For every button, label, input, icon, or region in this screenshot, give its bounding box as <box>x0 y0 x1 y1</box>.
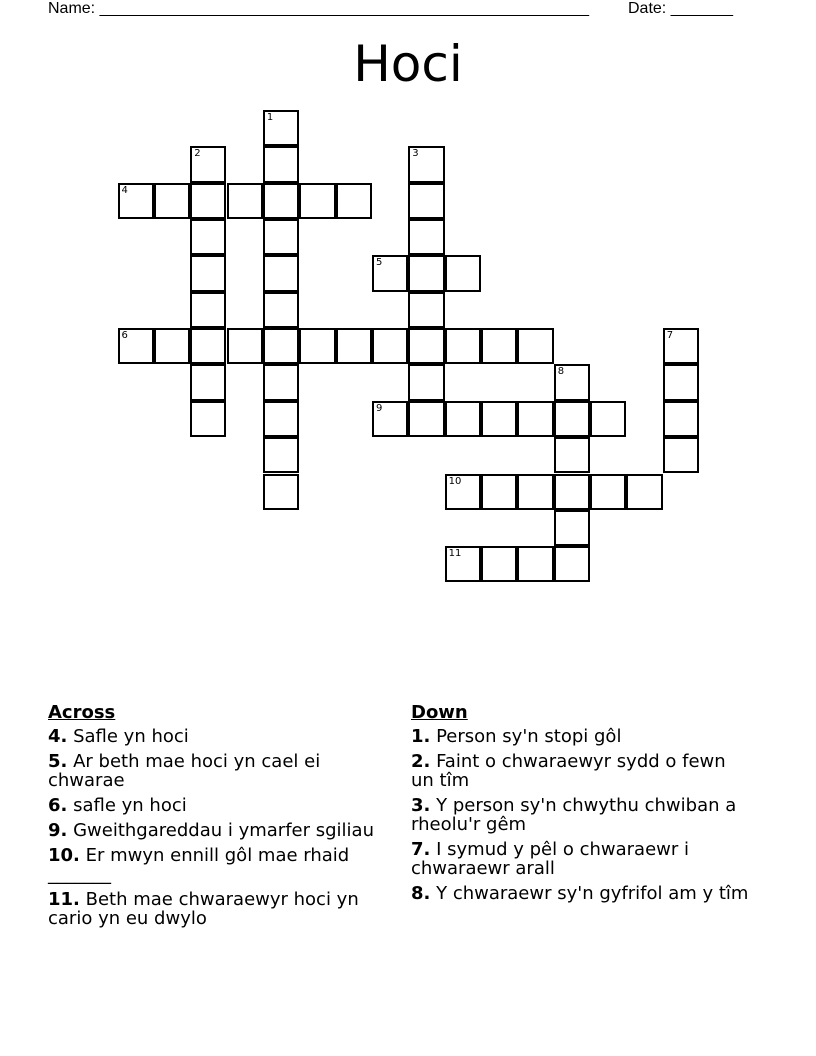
grid-cell[interactable] <box>227 183 263 219</box>
grid-cell[interactable] <box>263 292 299 328</box>
grid-cell[interactable] <box>663 437 699 473</box>
down-clues <box>411 702 751 909</box>
grid-cell[interactable] <box>626 474 662 510</box>
clue-number-label: 4. <box>48 726 68 747</box>
across-clue <box>48 890 388 928</box>
down-clue <box>411 727 751 746</box>
grid-cell[interactable] <box>190 146 226 182</box>
grid-cell[interactable] <box>263 364 299 400</box>
across-clue <box>48 821 388 840</box>
grid-cell[interactable] <box>299 328 335 364</box>
grid-cell[interactable] <box>481 328 517 364</box>
clue-text: Y person sy'n chwythu chwiban a rheolu'r gêm <box>411 795 737 835</box>
down-clue-list <box>411 727 751 903</box>
clue-number-label: 10. <box>48 845 80 866</box>
grid-cell[interactable] <box>517 474 553 510</box>
grid-cell[interactable] <box>663 328 699 364</box>
grid-cell[interactable] <box>445 328 481 364</box>
grid-cell[interactable] <box>408 401 444 437</box>
clue-text: Ar beth mae hoci yn cael ei chwarae <box>48 751 321 791</box>
grid-cell[interactable] <box>554 401 590 437</box>
grid-cell[interactable] <box>445 401 481 437</box>
clue-text: Gweithgareddau i ymarfer sgiliau <box>67 820 374 841</box>
clue-number-label: 2. <box>411 751 431 772</box>
grid-cell[interactable] <box>481 474 517 510</box>
clue-number-label: 8. <box>411 883 431 904</box>
across-clue <box>48 727 388 746</box>
grid-cell[interactable] <box>263 219 299 255</box>
clue-number: 10 <box>448 475 462 487</box>
down-heading: Down <box>411 702 468 723</box>
grid-cell[interactable] <box>445 546 481 582</box>
grid-cell[interactable] <box>408 364 444 400</box>
clue-number-label: 11. <box>48 889 80 910</box>
grid-cell[interactable] <box>663 401 699 437</box>
clue-text: Beth mae chwaraewyr hoci yn cario yn eu dwylo <box>48 889 359 929</box>
clue-number: 6 <box>121 330 128 342</box>
grid-cell[interactable] <box>263 255 299 291</box>
grid-cell[interactable] <box>118 183 154 219</box>
grid-cell[interactable] <box>190 183 226 219</box>
down-clue <box>411 884 751 903</box>
puzzle-title: Hoci <box>353 35 463 93</box>
grid-cell[interactable] <box>227 328 263 364</box>
across-clue <box>48 796 388 815</box>
across-clue <box>48 752 388 790</box>
date-field-label: Date: _______ <box>628 0 733 17</box>
clue-number: 5 <box>375 257 383 269</box>
grid-cell[interactable] <box>263 328 299 364</box>
clue-number-label: 7. <box>411 839 431 860</box>
grid-cell[interactable] <box>154 328 190 364</box>
name-field-label: Name: _______________________________________________________ <box>48 0 589 17</box>
grid-cell[interactable] <box>408 183 444 219</box>
across-clue-list <box>48 727 388 928</box>
grid-cell[interactable] <box>263 437 299 473</box>
across-heading: Across <box>48 702 116 723</box>
clue-text: Faint o chwaraewyr sydd o fewn un tîm <box>411 751 726 791</box>
grid-cell[interactable] <box>263 474 299 510</box>
clue-text: Er mwyn ennill gôl mae rhaid _______ <box>48 845 350 885</box>
grid-cell[interactable] <box>517 546 553 582</box>
across-clue <box>48 846 388 884</box>
clue-number-label: 1. <box>411 726 431 747</box>
grid-cell[interactable] <box>408 292 444 328</box>
clue-text: Safle yn hoci <box>67 726 189 747</box>
grid-cell[interactable] <box>554 546 590 582</box>
grid-cell[interactable] <box>445 474 481 510</box>
clue-number: 4 <box>121 184 128 196</box>
across-clues <box>48 702 388 934</box>
grid-cell[interactable] <box>517 328 553 364</box>
grid-cell[interactable] <box>263 110 299 146</box>
grid-cell[interactable] <box>663 364 699 400</box>
grid-cell[interactable] <box>517 401 553 437</box>
clue-text: Person sy'n stopi gôl <box>430 726 622 747</box>
clue-number: 8 <box>557 366 565 378</box>
grid-cell[interactable] <box>408 255 444 291</box>
grid-cell[interactable] <box>408 328 444 364</box>
grid-cell[interactable] <box>372 401 408 437</box>
grid-cell[interactable] <box>372 328 408 364</box>
grid-cell[interactable] <box>590 474 626 510</box>
grid-cell[interactable] <box>481 401 517 437</box>
grid-cell[interactable] <box>336 328 372 364</box>
clue-number-label: 6. <box>48 795 68 816</box>
grid-cell[interactable] <box>263 183 299 219</box>
grid-cell[interactable] <box>263 401 299 437</box>
grid-cell[interactable] <box>263 146 299 182</box>
clue-number: 9 <box>375 402 383 414</box>
grid-cell[interactable] <box>190 328 226 364</box>
grid-cell[interactable] <box>190 364 226 400</box>
grid-cell[interactable] <box>481 546 517 582</box>
grid-cell[interactable] <box>190 292 226 328</box>
grid-cell[interactable] <box>445 255 481 291</box>
grid-cell[interactable] <box>590 401 626 437</box>
down-clue <box>411 840 751 878</box>
grid-cell[interactable] <box>554 474 590 510</box>
down-clue <box>411 752 751 790</box>
grid-cell[interactable] <box>190 255 226 291</box>
grid-cell[interactable] <box>336 183 372 219</box>
grid-cell[interactable] <box>299 183 335 219</box>
clue-number: 3 <box>412 148 419 160</box>
grid-cell[interactable] <box>408 219 444 255</box>
grid-cell[interactable] <box>554 437 590 473</box>
grid-cell[interactable] <box>408 146 444 182</box>
grid-cell[interactable] <box>554 364 590 400</box>
grid-cell[interactable] <box>190 401 226 437</box>
clue-number-label: 9. <box>48 820 68 841</box>
grid-cell[interactable] <box>154 183 190 219</box>
clue-number: 1 <box>266 112 274 123</box>
grid-cell[interactable] <box>190 219 226 255</box>
clue-number: 11 <box>448 548 462 560</box>
clue-text: safle yn hoci <box>67 795 187 816</box>
clue-text: I symud y pêl o chwaraewr i chwaraewr arall <box>411 839 689 879</box>
clue-number-label: 5. <box>48 751 68 772</box>
grid-cell[interactable] <box>118 328 154 364</box>
grid-cell[interactable] <box>372 255 408 291</box>
grid-cell[interactable] <box>554 510 590 546</box>
clue-number: 7 <box>666 330 674 342</box>
clue-number-label: 3. <box>411 795 431 816</box>
down-clue <box>411 796 751 834</box>
clue-text: Y chwaraewr sy'n gyfrifol am y tîm <box>430 883 749 904</box>
clue-number: 2 <box>194 148 201 160</box>
